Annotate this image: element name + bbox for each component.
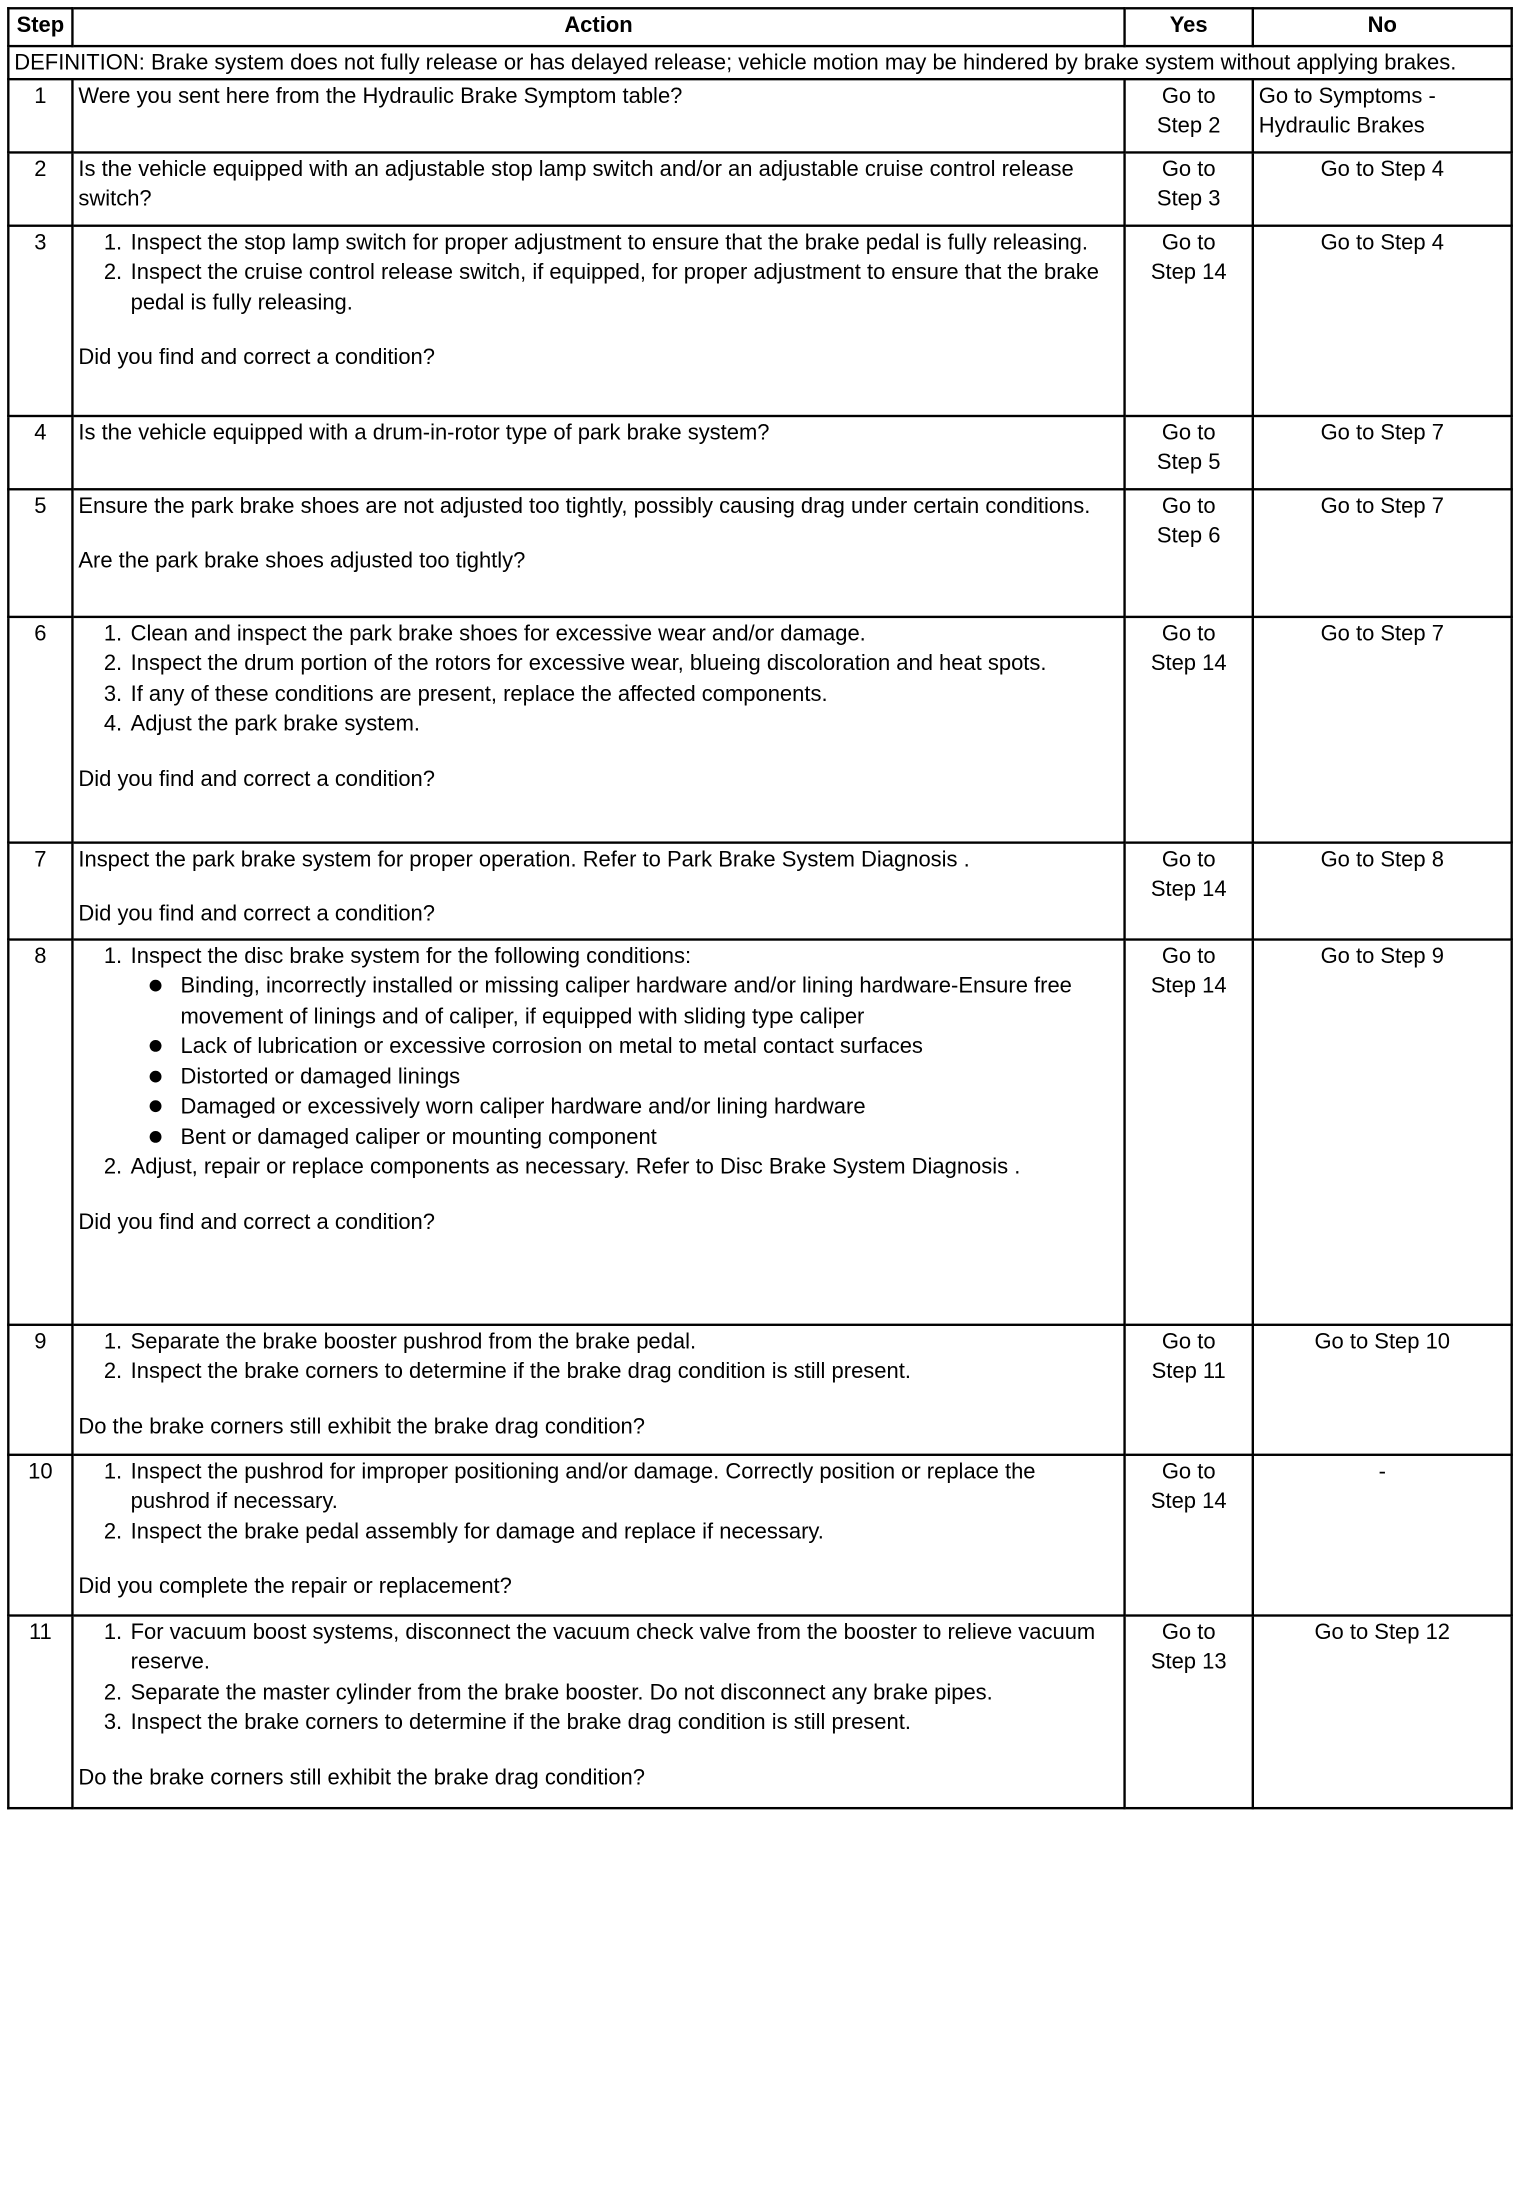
no-line: Go to Step 8	[1320, 845, 1444, 871]
action-step: 1. Inspect the stop lamp switch for proper adjustment to ensure that the brake pedal is fully releasing.	[128, 226, 1118, 256]
condition-item: Bent or damaged caliper or mounting component	[181, 1121, 1119, 1151]
action-question: Do the brake corners still exhibit the brake drag condition?	[78, 1412, 645, 1438]
yes-cell	[1125, 842, 1253, 939]
no-cell	[1253, 939, 1512, 1324]
action-cell	[72, 939, 1124, 1324]
no-line: Go to Step 10	[1314, 1327, 1451, 1353]
step-number: 3	[8, 225, 72, 415]
yes-line: Go to	[1161, 1457, 1216, 1483]
no-cell	[1253, 616, 1512, 842]
action-text: Is the vehicle equipped with a drum-in-rotor type of park brake system?	[78, 418, 770, 444]
action-steps	[78, 1616, 1118, 1737]
no-cell	[1253, 1324, 1512, 1454]
yes-cell	[1125, 1454, 1253, 1615]
yes-line: Go to	[1161, 155, 1216, 181]
table-row	[8, 939, 1511, 1324]
action-step	[128, 940, 1118, 1151]
table-row	[8, 1324, 1511, 1454]
no-cell	[1253, 225, 1512, 415]
action-steps	[78, 1455, 1118, 1545]
condition-item: Damaged or excessively worn caliper hardware and/or lining hardware	[181, 1091, 1119, 1121]
action-step: 3. Inspect the brake corners to determine if the brake drag condition is still present.	[128, 1707, 1118, 1737]
definition-row	[8, 46, 1511, 78]
action-cell	[72, 489, 1124, 617]
no-cell	[1253, 79, 1512, 152]
action-question: Did you find and correct a condition?	[78, 1208, 435, 1234]
yes-cell	[1125, 489, 1253, 617]
no-line: Go to Step 12	[1314, 1618, 1451, 1644]
step-number: 9	[8, 1324, 72, 1454]
yes-line: Go to	[1161, 1618, 1216, 1644]
yes-line: Step 6	[1156, 522, 1221, 548]
header-action: Action	[72, 8, 1124, 46]
yes-cell	[1125, 616, 1253, 842]
no-line: Go to Step 4	[1320, 155, 1444, 181]
no-line: Go to Step 7	[1320, 619, 1444, 645]
action-step: 2. Inspect the brake corners to determine if the brake drag condition is still present.	[128, 1356, 1118, 1386]
definition-text: DEFINITION: Brake system does not fully release or has delayed release; vehicle motion may be hindered by brake system without applying brakes.	[8, 46, 1511, 78]
yes-line: Step 14	[1150, 875, 1227, 901]
yes-line: Step 3	[1156, 185, 1221, 211]
yes-cell	[1125, 79, 1253, 152]
no-line: Go to Step 9	[1320, 942, 1444, 968]
table-row	[8, 79, 1511, 152]
action-text: Were you sent here from the Hydraulic Brake Symptom table?	[78, 82, 683, 107]
action-cell	[72, 1324, 1124, 1454]
no-cell	[1253, 842, 1512, 939]
yes-line: Go to	[1161, 492, 1216, 518]
no-line: Go to Step 4	[1320, 228, 1444, 254]
action-cell	[72, 616, 1124, 842]
table-row	[8, 1615, 1511, 1808]
yes-line: Step 14	[1150, 649, 1227, 675]
diagnostic-table	[7, 7, 1513, 1809]
yes-cell	[1125, 225, 1253, 415]
action-text: Ensure the park brake shoes are not adjusted too tightly, possibly causing drag under certain conditions.	[78, 492, 1091, 518]
condition-list	[131, 970, 1119, 1151]
action-step: 2. Inspect the drum portion of the rotors for excessive wear, blueing discoloration and heat spots.	[128, 648, 1118, 678]
table-row	[8, 1454, 1511, 1615]
yes-cell	[1125, 152, 1253, 225]
action-step: 1. Clean and inspect the park brake shoes for excessive wear and/or damage.	[128, 617, 1118, 647]
yes-line: Go to	[1161, 1327, 1216, 1353]
table-header-row	[8, 8, 1511, 46]
action-steps	[78, 1325, 1118, 1385]
header-step: Step	[8, 8, 72, 46]
yes-line: Step 2	[1156, 112, 1221, 138]
no-cell	[1253, 152, 1512, 225]
action-cell	[72, 152, 1124, 225]
yes-line: Step 5	[1156, 449, 1221, 474]
action-cell	[72, 225, 1124, 415]
yes-line: Step 14	[1150, 1487, 1227, 1513]
condition-item: Lack of lubrication or excessive corrosion on metal to metal contact surfaces	[181, 1031, 1119, 1061]
action-step: 2. Inspect the cruise control release switch, if equipped, for proper adjustment to ensure that the brake pedal is fully releasing.	[128, 256, 1118, 316]
action-question: Do the brake corners still exhibit the brake drag condition?	[78, 1763, 645, 1789]
no-line: Go to Step 7	[1320, 492, 1444, 518]
yes-line: Step 13	[1150, 1648, 1227, 1674]
step-number: 7	[8, 842, 72, 939]
table-row	[8, 152, 1511, 225]
action-question: Are the park brake shoes adjusted too tightly?	[78, 547, 526, 572]
action-text: Is the vehicle equipped with an adjustable stop lamp switch and/or an adjustable cruise control release switch?	[78, 155, 1074, 211]
condition-item: Binding, incorrectly installed or missing caliper hardware and/or lining hardware-Ensure free movement of linings and of caliper, if equipped with sliding type caliper	[181, 970, 1119, 1030]
action-cell	[72, 1615, 1124, 1808]
action-cell	[72, 415, 1124, 488]
yes-cell	[1125, 939, 1253, 1324]
yes-line: Step 14	[1150, 258, 1227, 284]
no-line: -	[1378, 1457, 1386, 1483]
action-step: 1. Inspect the pushrod for improper positioning and/or damage. Correctly position or replace the pushrod if necessary.	[128, 1455, 1118, 1515]
action-steps	[78, 226, 1118, 316]
no-cell	[1253, 489, 1512, 617]
yes-cell	[1125, 1324, 1253, 1454]
action-step-text: Inspect the disc brake system for the following conditions:	[130, 942, 692, 968]
no-line: Go to Step 7	[1320, 418, 1444, 444]
action-step: 1. Separate the brake booster pushrod from the brake pedal.	[128, 1325, 1118, 1355]
action-steps	[78, 940, 1118, 1181]
header-no: No	[1253, 8, 1512, 46]
condition-item: Distorted or damaged linings	[181, 1061, 1119, 1091]
yes-line: Step 11	[1151, 1357, 1226, 1383]
action-step: 2. Adjust, repair or replace components as necessary. Refer to Disc Brake System Diagnosis .	[128, 1151, 1118, 1181]
step-number: 10	[8, 1454, 72, 1615]
step-number: 2	[8, 152, 72, 225]
action-question: Did you complete the repair or replacement?	[78, 1572, 512, 1598]
yes-line: Step 14	[1150, 972, 1227, 998]
yes-line: Go to	[1161, 228, 1216, 254]
action-cell	[72, 79, 1124, 152]
action-question: Did you find and correct a condition?	[78, 765, 435, 791]
no-cell	[1253, 1615, 1512, 1808]
step-number: 11	[8, 1615, 72, 1808]
step-number: 8	[8, 939, 72, 1324]
yes-line: Go to	[1161, 845, 1216, 871]
action-question: Did you find and correct a condition?	[78, 900, 435, 926]
yes-line: Go to	[1161, 619, 1216, 645]
action-step: 3. If any of these conditions are present, replace the affected components.	[128, 678, 1118, 708]
step-number: 4	[8, 415, 72, 488]
step-number: 1	[8, 79, 72, 152]
action-step: 2. Inspect the brake pedal assembly for damage and replace if necessary.	[128, 1516, 1118, 1546]
yes-line: Go to	[1161, 942, 1216, 968]
action-cell	[72, 1454, 1124, 1615]
table-row	[8, 489, 1511, 617]
no-line: Go to Symptoms -	[1258, 82, 1436, 107]
step-number: 6	[8, 616, 72, 842]
yes-cell	[1125, 1615, 1253, 1808]
table-row	[8, 225, 1511, 415]
action-step: 4. Adjust the park brake system.	[128, 708, 1118, 738]
action-step: 2. Separate the master cylinder from the brake booster. Do not disconnect any brake pipes.	[128, 1676, 1118, 1706]
yes-line: Go to	[1161, 418, 1216, 444]
no-line: Hydraulic Brakes	[1258, 112, 1425, 138]
header-yes: Yes	[1125, 8, 1253, 46]
action-steps	[78, 617, 1118, 738]
action-question: Did you find and correct a condition?	[78, 343, 435, 369]
action-step: 1. For vacuum boost systems, disconnect the vacuum check valve from the booster to relieve vacuum reserve.	[128, 1616, 1118, 1676]
yes-cell	[1125, 415, 1253, 488]
no-cell	[1253, 1454, 1512, 1615]
table-row	[8, 616, 1511, 842]
step-number: 5	[8, 489, 72, 617]
table-row	[8, 842, 1511, 939]
yes-line: Go to	[1161, 82, 1216, 107]
action-text: Inspect the park brake system for proper operation. Refer to Park Brake System Diagnosis .	[78, 845, 970, 871]
action-cell	[72, 842, 1124, 939]
table-row	[8, 415, 1511, 488]
no-cell	[1253, 415, 1512, 488]
